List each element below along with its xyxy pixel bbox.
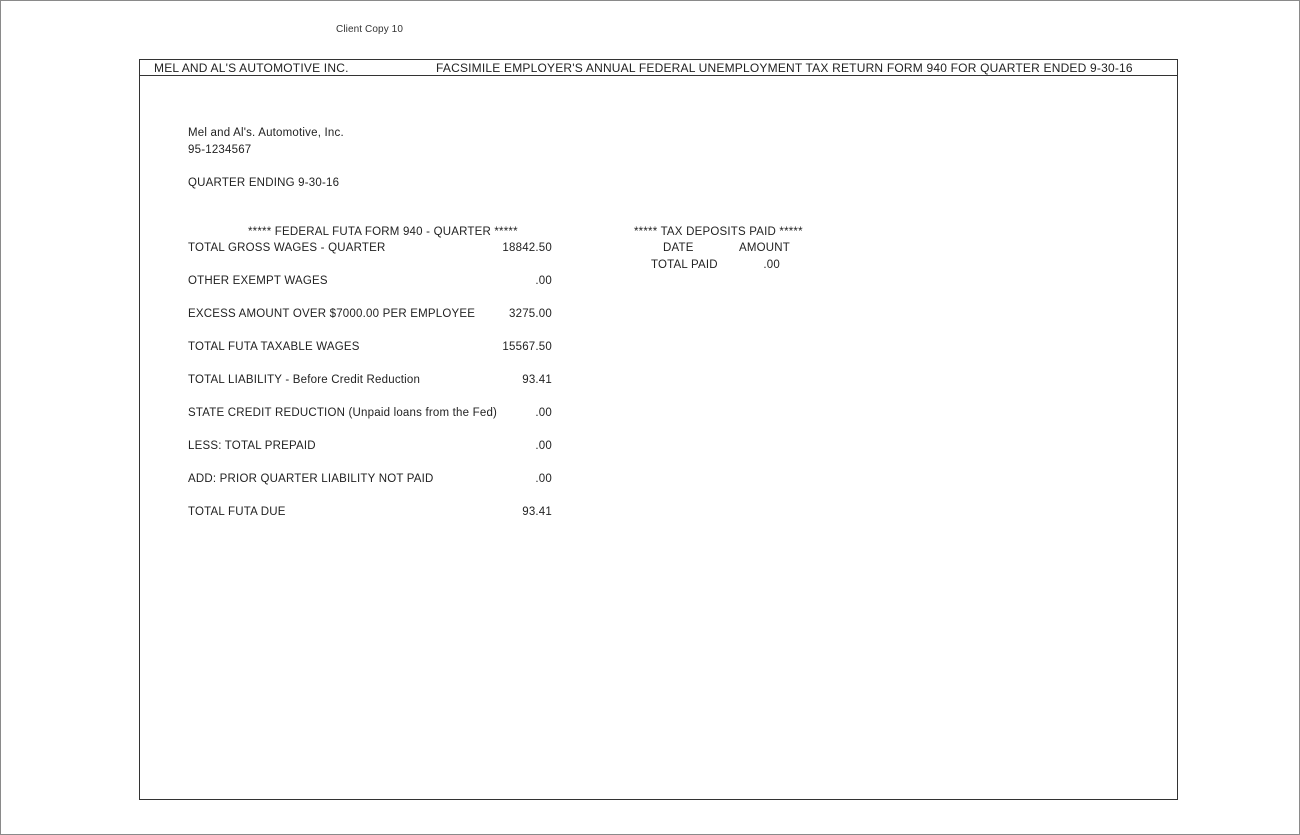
- deposits-col-date: DATE: [663, 242, 694, 254]
- futa-row-value: .00: [535, 440, 552, 452]
- futa-row-value: .00: [535, 275, 552, 287]
- futa-row-label: OTHER EXEMPT WAGES: [188, 275, 328, 287]
- futa-row-label: TOTAL LIABILITY - Before Credit Reduction: [188, 374, 421, 386]
- futa-row-label: LESS: TOTAL PREPAID: [188, 440, 316, 452]
- futa-row-label: ADD: PRIOR QUARTER LIABILITY NOT PAID: [188, 473, 434, 485]
- futa-row-value: 18842.50: [502, 242, 552, 254]
- deposits-col-amount: AMOUNT: [739, 242, 791, 254]
- futa-row-label: STATE CREDIT REDUCTION (Unpaid loans from the Fed): [188, 407, 498, 419]
- header-company: MEL AND AL'S AUTOMOTIVE INC.: [154, 61, 349, 75]
- deposits-total-label: TOTAL PAID: [651, 259, 718, 271]
- header-title: FACSIMILE EMPLOYER'S ANNUAL FEDERAL UNEMPLOYMENT TAX RETURN FORM 940 FOR QUARTER ENDED 9-30-16: [436, 61, 1133, 75]
- client-copy-label: Client Copy 10: [336, 24, 403, 35]
- deposits-total-value: .00: [763, 259, 780, 271]
- futa-row-value: 15567.50: [502, 341, 552, 353]
- employer-ein: 95-1234567: [188, 144, 252, 156]
- futa-row-value: .00: [535, 473, 552, 485]
- futa-row-value: 3275.00: [509, 308, 552, 320]
- form-page: [139, 59, 1178, 800]
- futa-row-label: TOTAL FUTA TAXABLE WAGES: [188, 341, 360, 353]
- form-header: [140, 60, 1177, 76]
- employer-name: Mel and Al's. Automotive, Inc.: [188, 127, 344, 139]
- deposits-heading: ***** TAX DEPOSITS PAID *****: [634, 226, 803, 238]
- quarter-ending: QUARTER ENDING 9-30-16: [188, 177, 340, 189]
- futa-row-label: TOTAL FUTA DUE: [188, 506, 286, 518]
- futa-row-label: EXCESS AMOUNT OVER $7000.00 PER EMPLOYEE: [188, 308, 476, 320]
- futa-heading: ***** FEDERAL FUTA FORM 940 - QUARTER *****: [248, 226, 518, 238]
- futa-row-value: 93.41: [522, 506, 552, 518]
- futa-row-value: 93.41: [522, 374, 552, 386]
- futa-row-value: .00: [535, 407, 552, 419]
- futa-row-label: TOTAL GROSS WAGES - QUARTER: [188, 242, 386, 254]
